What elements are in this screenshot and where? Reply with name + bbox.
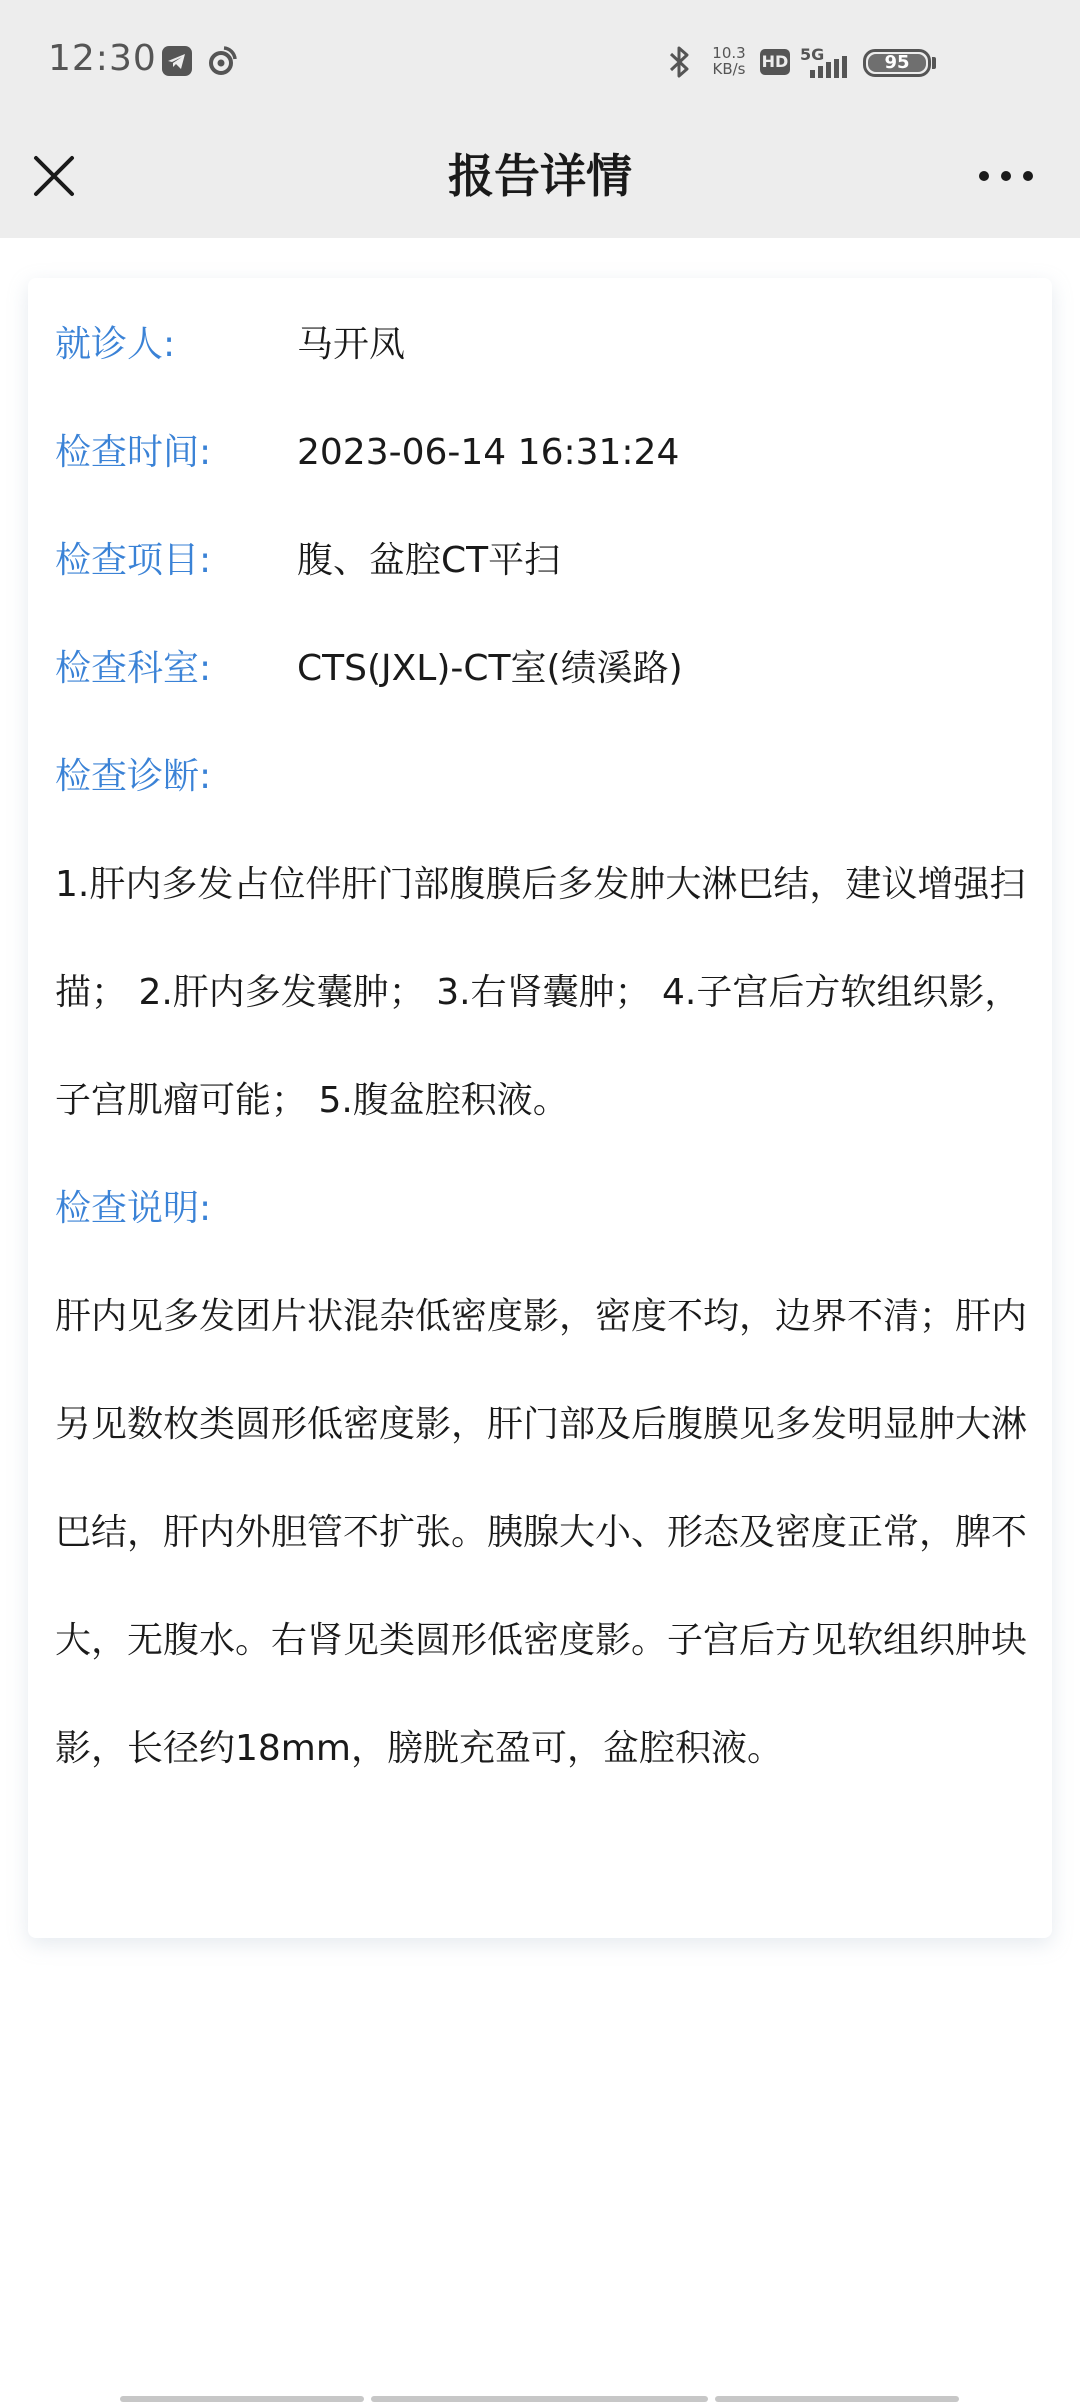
diagnosis-text: 1.肝内多发占位伴肝门部腹膜后多发肿大淋巴结，建议增强扫描； 2.肝内多发囊肿； 3.右肾囊肿； 4.子宫后方软组织影，子宫肌瘤可能； 5.腹盆腔积液。 xyxy=(55,864,1026,1121)
top-bar-background xyxy=(0,0,1080,238)
telegram-icon xyxy=(160,44,194,78)
navigation-bar xyxy=(0,126,1080,238)
battery-terminal xyxy=(932,57,936,69)
bluetooth-icon xyxy=(662,44,696,80)
exam-department-value: CTS(JXL)-CT室(绩溪路) xyxy=(297,648,683,689)
gesture-bar-right xyxy=(715,2396,959,2402)
patient-label: 就诊人: xyxy=(55,324,176,365)
exam-department-label: 检查科室: xyxy=(55,648,212,689)
exam-time-value: 2023-06-14 16:31:24 xyxy=(297,432,680,473)
description-text: 肝内见多发团片状混杂低密度影，密度不均，边界不清；肝内另见数枚类圆形低密度影，肝门部及后腹膜见多发明显肿大淋巴结，肝内外胆管不扩张。胰腺大小、形态及密度正常，脾不大，无腹水。右肾见类圆形低密度影。子宫后方见软组织肿块影，长径约18mm，膀胱充盈可，盆腔积液。 xyxy=(55,1296,1028,1769)
network-speed xyxy=(707,45,751,77)
page-title: 报告详情 xyxy=(448,149,632,203)
diagnosis-label: 检查诊断: xyxy=(55,756,212,797)
exam-item-label: 检查项目: xyxy=(55,540,212,581)
more-options-icon[interactable] xyxy=(972,146,1040,206)
network-speed-value: 10.3 xyxy=(712,44,746,62)
network-type: 5G xyxy=(800,45,825,64)
network-speed-unit: KB/s xyxy=(712,60,746,78)
hd-voice-icon: HD xyxy=(760,49,790,75)
status-time: 12:30 xyxy=(48,38,157,79)
gesture-bar-center xyxy=(371,2396,708,2402)
signal-icon xyxy=(810,56,850,78)
status-bar xyxy=(0,0,1080,126)
exam-item-value: 腹、盆腔CT平扫 xyxy=(297,540,561,581)
exam-time-label: 检查时间: xyxy=(55,432,212,473)
report-card xyxy=(28,278,1052,1938)
battery-percent: 95 xyxy=(884,52,910,73)
patient-name: 马开凤 xyxy=(297,324,406,365)
battery-icon xyxy=(863,49,931,77)
gesture-bar-left xyxy=(120,2396,364,2402)
description-label: 检查说明: xyxy=(55,1188,212,1229)
weibo-icon xyxy=(204,44,238,78)
